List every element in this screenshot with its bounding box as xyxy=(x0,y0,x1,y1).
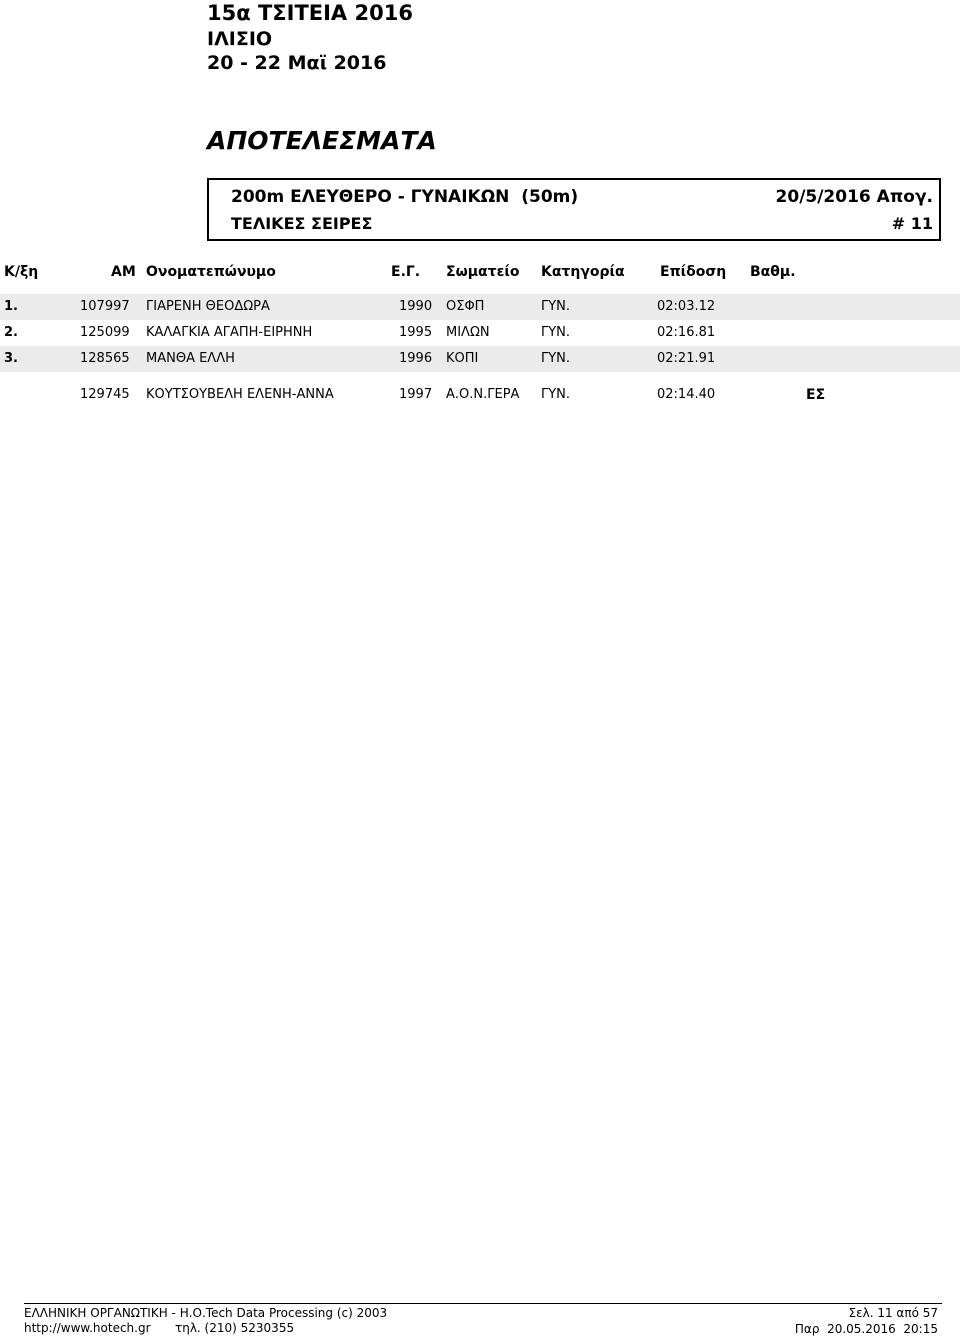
meet-dates: 20 - 22 Μαϊ 2016 xyxy=(207,52,387,74)
non-ranked-row xyxy=(0,382,960,408)
club: ΚΟΠΙ xyxy=(446,351,479,366)
event-name: 200m ΕΛΕΥΘΕΡΟ - ΓΥΝΑΙΚΩΝ (50m) xyxy=(231,187,579,207)
athlete-id: 128565 xyxy=(80,351,130,366)
event-date-session: 20/5/2016 Απογ. xyxy=(775,187,933,207)
athlete-id: 129745 xyxy=(80,387,130,402)
col-header-am: ΑΜ xyxy=(111,264,136,280)
results-heading: ΑΠΟΤΕΛΕΣΜΑΤΑ xyxy=(207,126,437,155)
col-header-rank: Κ/ξη xyxy=(4,264,39,280)
col-header-name: Ονοματεπώνυμο xyxy=(146,264,276,280)
col-header-category: Κατηγορία xyxy=(541,264,625,280)
result-row xyxy=(0,346,960,372)
category: ΓΥΝ. xyxy=(541,387,571,402)
rank: 1. xyxy=(4,299,18,314)
event-box xyxy=(207,178,941,241)
athlete-name: ΚΟΥΤΣΟΥΒΕΛΗ ΕΛΕΝΗ-ΑΝΝΑ xyxy=(146,387,334,402)
col-header-points: Βαθμ. xyxy=(750,264,796,280)
event-phase: ΤΕΛΙΚΕΣ ΣΕΙΡΕΣ xyxy=(231,214,373,233)
birth-year: 1996 xyxy=(399,351,433,366)
col-header-year: Ε.Γ. xyxy=(391,264,421,280)
club: ΜΙΛΩΝ xyxy=(446,325,490,340)
status-note: ΕΣ xyxy=(806,387,826,403)
athlete-name: ΜΑΝΘΑ ΕΛΛΗ xyxy=(146,351,235,366)
athlete-name: ΓΙΑΡΕΝΗ ΘΕΟΔΩΡΑ xyxy=(146,299,270,314)
club: Α.Ο.Ν.ΓΕΡΑ xyxy=(446,387,520,402)
footer-phone: τηλ. (210) 5230355 xyxy=(175,1321,295,1335)
club: ΟΣΦΠ xyxy=(446,299,485,314)
athlete-name: ΚΑΛΑΓΚΙΑ ΑΓΑΠΗ-ΕΙΡΗΝΗ xyxy=(146,325,313,340)
result-row xyxy=(0,320,960,346)
meet-venue: ΙΛΙΣΙΟ xyxy=(207,28,273,50)
rank: 2. xyxy=(4,325,18,340)
footer-divider xyxy=(24,1303,942,1304)
athlete-id: 125099 xyxy=(80,325,130,340)
time: 02:21.91 xyxy=(657,351,716,366)
col-header-club: Σωματείο xyxy=(446,264,520,280)
event-number: # 11 xyxy=(891,214,933,233)
time: 02:14.40 xyxy=(657,387,716,402)
rank: 3. xyxy=(4,351,18,366)
footer-org: ΕΛΛΗΝΙΚΗ ΟΡΓΑΝΩΤΙΚΗ - Η.Ο.Tech Data Processing (c) 2003 xyxy=(24,1306,388,1320)
col-header-time: Επίδοση xyxy=(660,264,727,280)
footer-page-number: Σελ. 11 από 57 xyxy=(848,1306,938,1320)
time: 02:16.81 xyxy=(657,325,716,340)
birth-year: 1995 xyxy=(399,325,433,340)
time: 02:03.12 xyxy=(657,299,716,314)
footer-printed-timestamp: Παρ 20.05.2016 20:15 xyxy=(794,1322,938,1336)
footer-website: http://www.hotech.gr xyxy=(24,1321,151,1335)
meet-title: 15α ΤΣΙΤΕΙΑ 2016 xyxy=(207,1,413,25)
birth-year: 1990 xyxy=(399,299,433,314)
athlete-id: 107997 xyxy=(80,299,130,314)
result-row xyxy=(0,294,960,320)
category: ΓΥΝ. xyxy=(541,351,571,366)
birth-year: 1997 xyxy=(399,387,433,402)
category: ΓΥΝ. xyxy=(541,299,571,314)
category: ΓΥΝ. xyxy=(541,325,571,340)
